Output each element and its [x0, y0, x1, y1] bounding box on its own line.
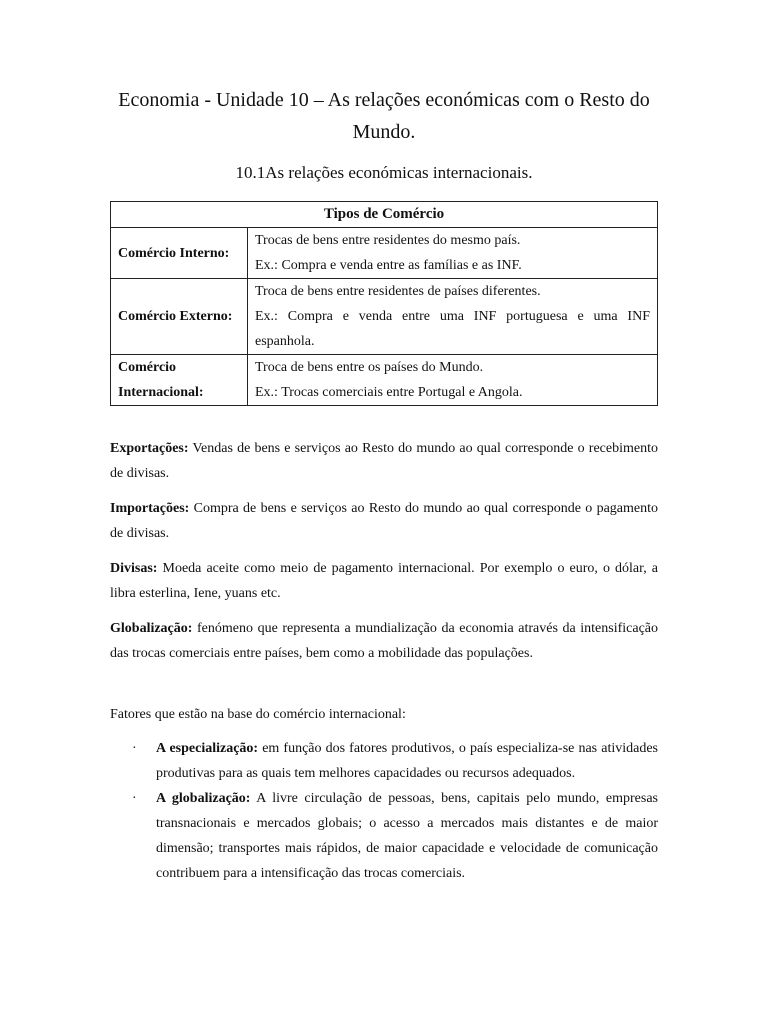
definition-exports: [110, 436, 658, 486]
trade-description-cell: [248, 228, 658, 279]
list-item: [110, 736, 658, 786]
definition-currencies: [110, 556, 658, 606]
trade-type-cell: Comércio Interno:: [111, 228, 248, 279]
description-line: espanhola.: [255, 334, 315, 349]
table-row: [111, 355, 658, 406]
definition-term: Globalização:: [110, 621, 193, 636]
definition-text: Moeda aceite como meio de pagamento internacional. Por exemplo o euro, o dólar, a libra esterlina, Iene, yuans etc.: [110, 561, 658, 601]
factor-term: A globalização:: [156, 791, 251, 806]
definition-imports: [110, 496, 658, 546]
factors-intro: Fatores que estão na base do comércio internacional:: [110, 707, 406, 722]
definition-text: fenómeno que representa a mundialização da economia através da intensificação das trocas comerciais entre países, bem como a mobilidade das populações.: [110, 621, 658, 661]
section-heading: 10.1As relações económicas internacionais.: [235, 163, 533, 182]
definition-term: Divisas:: [110, 561, 158, 576]
factor-text: em função dos fatores produtivos, o país especializa-se nas atividades produtivas para as quais tem melhores capacidades ou recursos adequados.: [156, 741, 658, 781]
definition-term: Importações:: [110, 501, 190, 516]
description-line: Troca de bens entre residentes de países diferentes.: [255, 284, 541, 299]
trade-description-cell: [248, 279, 658, 355]
table-row: [111, 228, 658, 279]
factors-list: [110, 736, 658, 886]
factor-text: A livre circulação de pessoas, bens, capitais pelo mundo, empresas transnacionais e mercados globais; o acesso a mercados mais distantes e de maior dimensão; transportes mais rápidos, de maior capacidade e velocidade de comunicação contribuem para a intensificação das trocas comerciais.: [156, 791, 658, 881]
document-title: Economia - Unidade 10 – As relações económicas com o Resto do Mundo.: [118, 89, 650, 143]
factor-term: A especialização:: [156, 741, 259, 756]
description-line: Ex.: Trocas comerciais entre Portugal e Angola.: [255, 385, 523, 400]
description-line: Trocas de bens entre residentes do mesmo país.: [255, 233, 521, 248]
description-line: Ex.: Compra e venda entre as famílias e as INF.: [255, 258, 522, 273]
list-item: [110, 786, 658, 886]
trade-types-table: [110, 201, 658, 406]
description-line: Troca de bens entre os países do Mundo.: [255, 360, 484, 375]
trade-description-cell: [248, 355, 658, 406]
trade-type-cell: Comércio Internacional:: [111, 355, 248, 406]
definition-term: Exportações:: [110, 441, 189, 456]
definition-text: Compra de bens e serviços ao Resto do mundo ao qual corresponde o pagamento de divisas.: [110, 501, 658, 541]
description-line: Ex.: Compra e venda entre uma INF portuguesa e uma INF: [255, 309, 650, 324]
definition-text: Vendas de bens e serviços ao Resto do mundo ao qual corresponde o recebimento de divisas.: [110, 441, 658, 481]
table-header: Tipos de Comércio: [111, 202, 658, 228]
table-row: [111, 279, 658, 355]
definition-globalization: [110, 616, 658, 666]
bullet-icon: ·: [132, 741, 137, 756]
trade-type-cell: Comércio Externo:: [111, 279, 248, 355]
bullet-icon: ·: [132, 791, 137, 806]
